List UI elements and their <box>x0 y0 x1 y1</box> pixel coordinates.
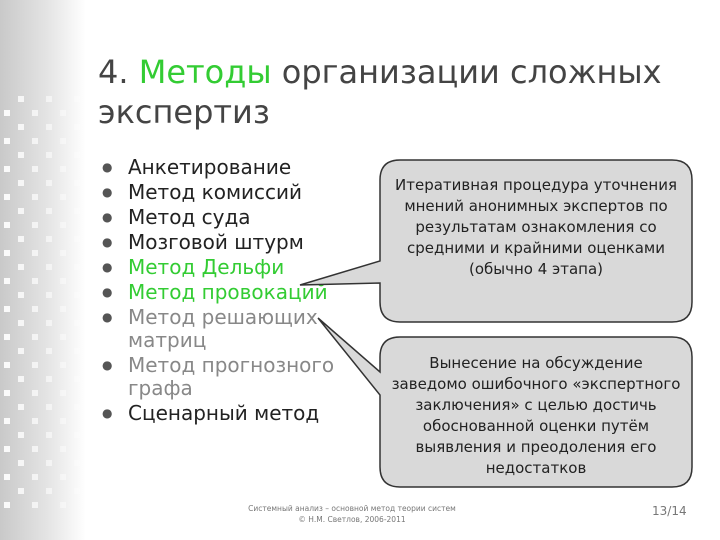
list-item-label: Метод суда <box>128 205 251 229</box>
list-item-label: Метод прогнозного графа <box>128 353 335 400</box>
title-accent: Методы <box>138 53 272 91</box>
footer-line-1: Системный анализ – основной метод теории систем <box>248 504 456 513</box>
bullet-icon: ● <box>102 185 113 199</box>
bullet-icon: ● <box>102 285 113 299</box>
page-number: 13/14 <box>652 504 687 518</box>
slide-footer <box>232 503 472 525</box>
bullet-icon: ● <box>102 235 113 249</box>
footer-line-2: © Н.М. Светлов, 2006-2011 <box>298 515 406 524</box>
bullet-icon: ● <box>102 260 113 274</box>
bullet-icon: ● <box>102 358 113 372</box>
bullet-icon: ● <box>102 210 113 224</box>
bullet-icon: ● <box>102 310 113 324</box>
list-item-label: Метод провокаций <box>128 280 328 304</box>
title-rest: организации сложных экспертиз <box>98 53 662 131</box>
list-item-label: Метод Дельфи <box>128 255 285 279</box>
bullet-icon: ● <box>102 160 113 174</box>
list-item-label: Мозговой штурм <box>128 230 304 254</box>
title-prefix: 4. <box>98 53 139 91</box>
callout-2-text: Вынесение на обсуждение заведомо ошибочного «экспертного заключения» с целью достичь обоснованной оценки путём выявления и преодоления его недостатков <box>391 354 681 477</box>
callout-1-text: Итеративная процедура уточнения мнений анонимных экспертов по результатам ознакомления со средними и крайними оценками (обычно 4 этапа) <box>395 176 677 278</box>
list-item-label: Анкетирование <box>128 155 292 179</box>
list-item-label: Метод комиссий <box>128 180 303 204</box>
list-item-label: Сценарный метод <box>128 401 320 425</box>
bullet-icon: ● <box>102 406 113 420</box>
list-item-label: Метод решающих матриц <box>128 305 318 352</box>
